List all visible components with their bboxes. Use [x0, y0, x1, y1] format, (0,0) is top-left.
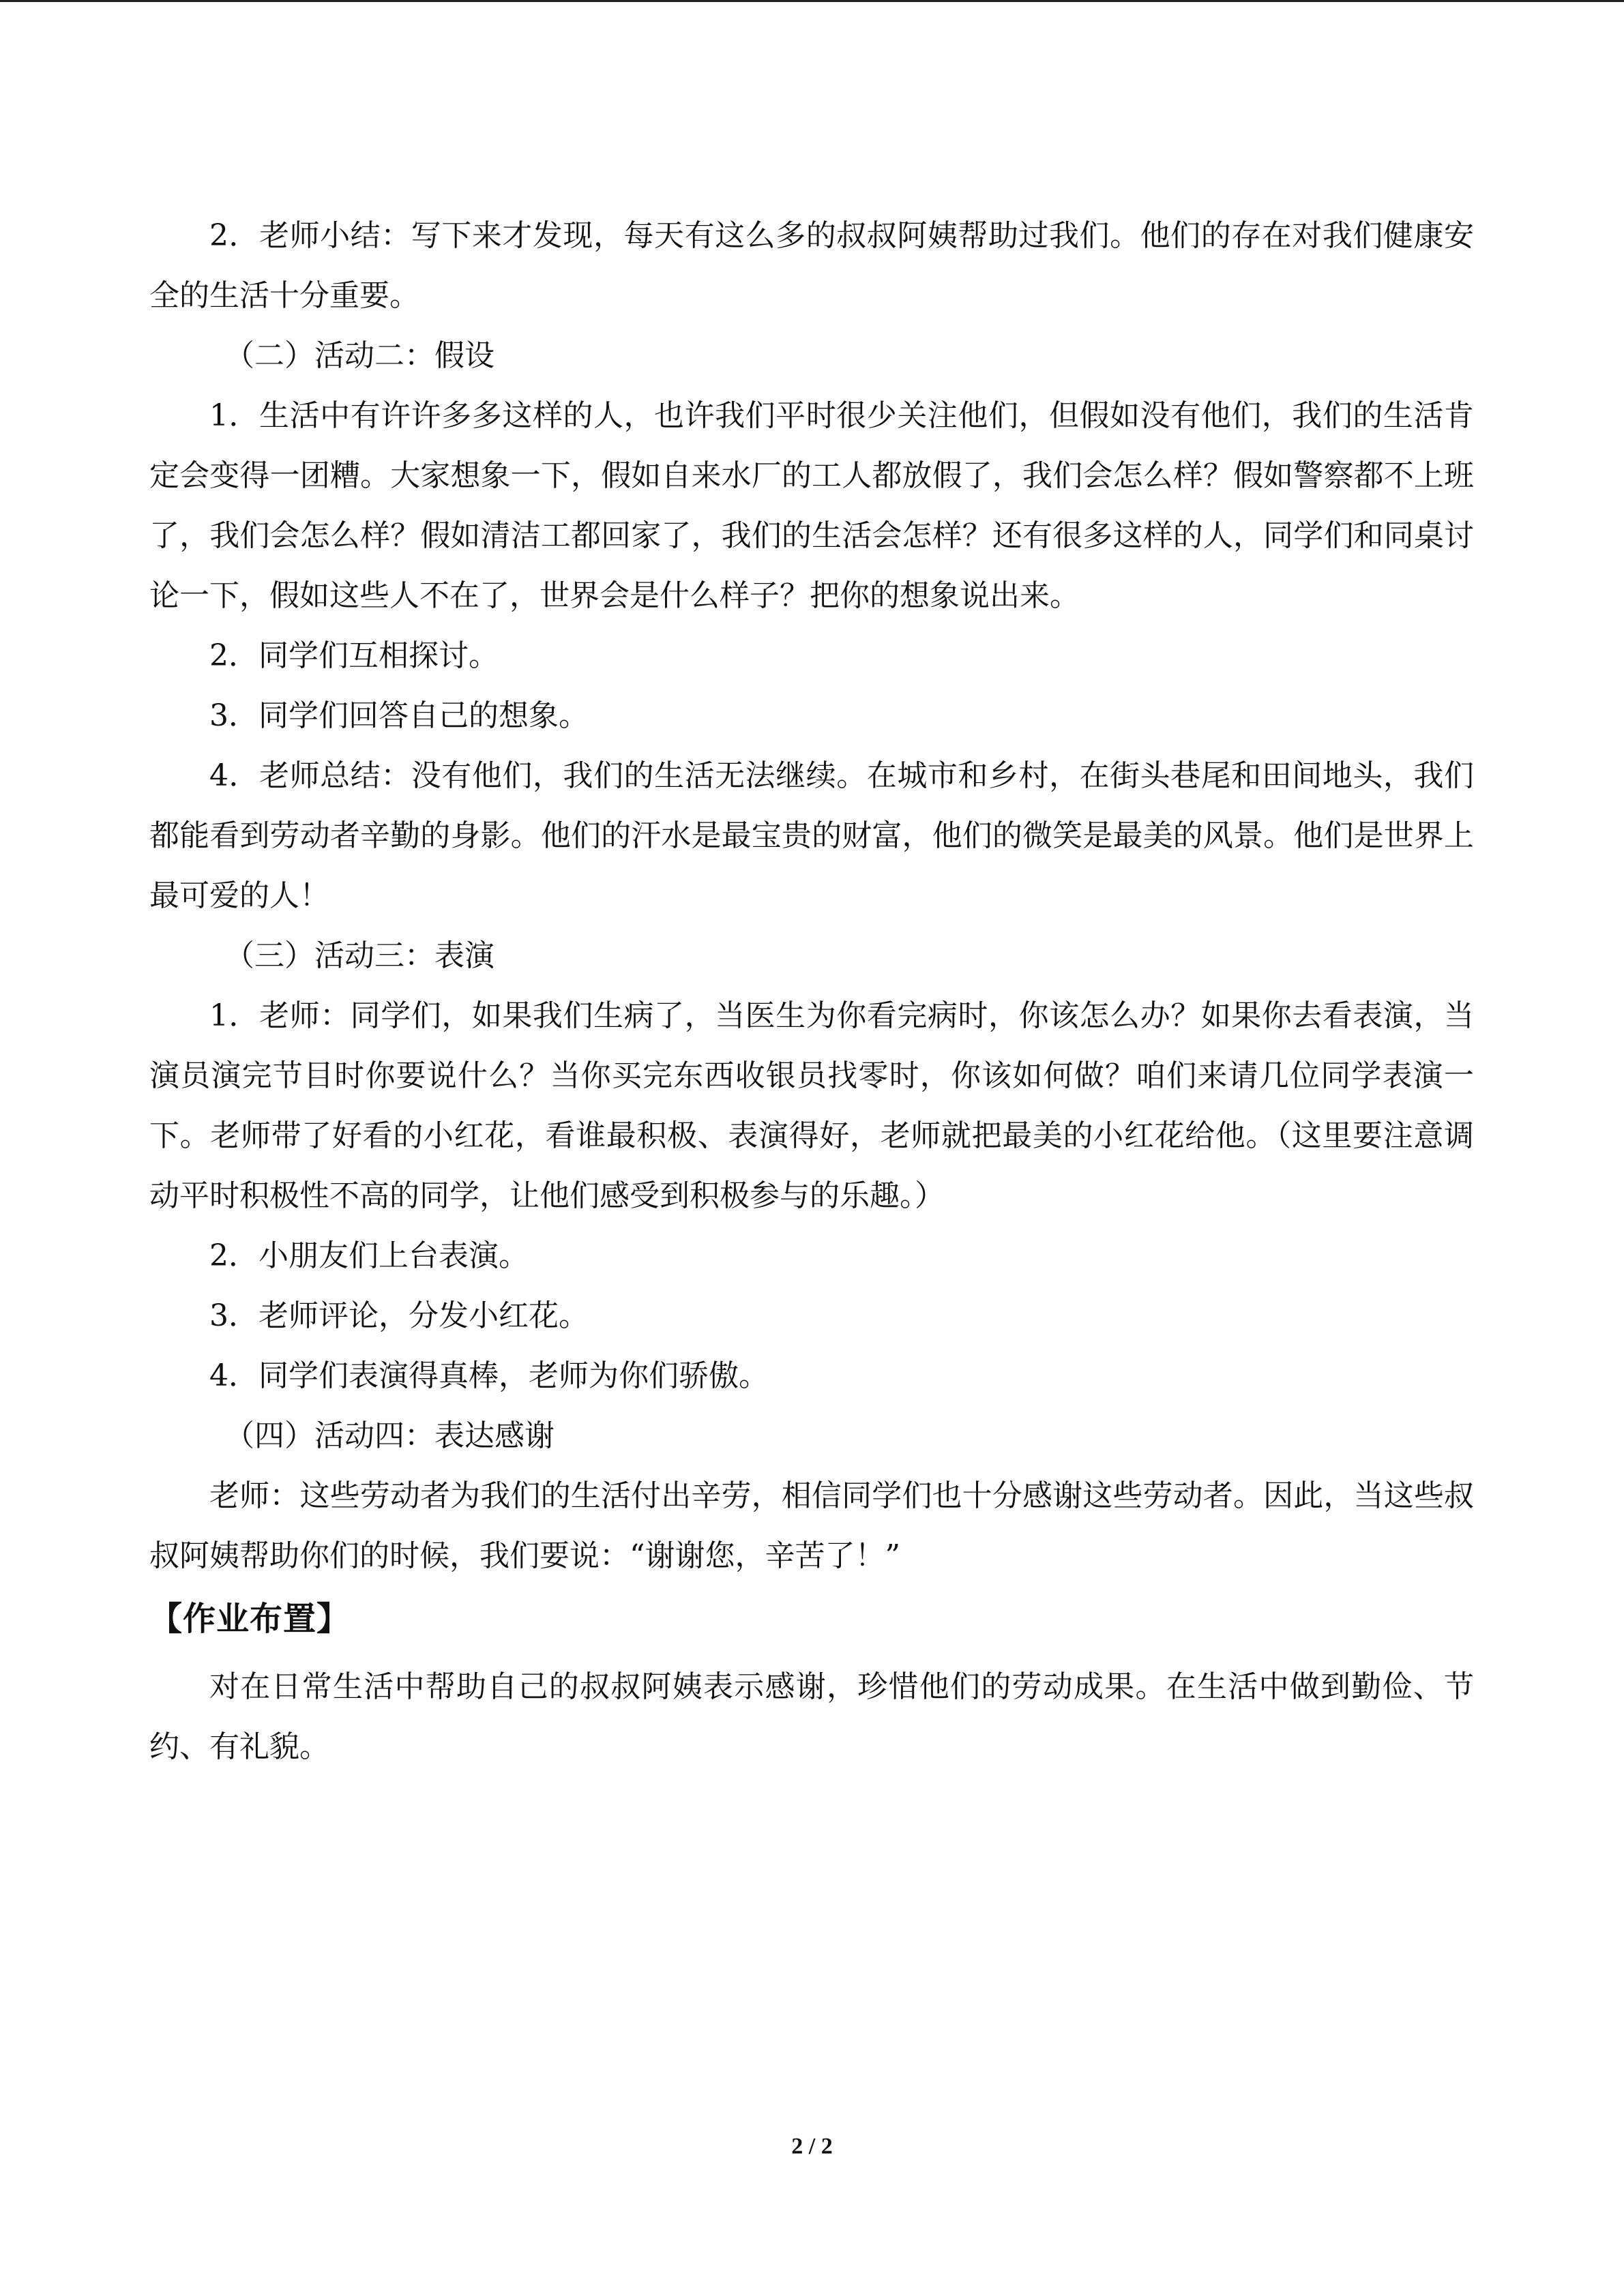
paragraph-activity-4-body: 老师：这些劳动者为我们的生活付出辛劳，相信同学们也十分感谢这些劳动者。因此，当这些叔叔阿姨帮助你们的时候，我们要说：“谢谢您，辛苦了！” [149, 1478, 1474, 1573]
activity-2-heading: （二）活动二：假设 [224, 338, 494, 373]
top-border-line [0, 0, 1624, 2]
homework-section-heading: 【作业布置】 [149, 1600, 351, 1638]
paragraph-activity-2-step-4: 4．老师总结：没有他们，我们的生活无法继续。在城市和乡村，在街头巷尾和田间地头，我们都能看到劳动者辛勤的身影。他们的汗水是最宝贵的财富，他们的微笑是最美的风景。他们是世界上最可爱的人！ [149, 758, 1474, 913]
paragraph-activity-2-step-1: 1．生活中有许许多多这样的人，也许我们平时很少关注他们，但假如没有他们，我们的生活肯定会变得一团糟。大家想象一下，假如自来水厂的工人都放假了，我们会怎么样？假如警察都不上班了，我们会怎么样？假如清洁工都回家了，我们的生活会怎样？还有很多这样的人，同学们和同桌讨论一下，假如这些人不在了，世界会是什么样子？把你的想象说出来。 [149, 398, 1474, 613]
paragraph-activity-2-step-3: 3．同学们回答自己的想象。 [209, 698, 589, 733]
page-number: 2 / 2 [791, 2134, 833, 2159]
paragraph-activity-2-step-2: 2．同学们互相探讨。 [209, 638, 499, 673]
paragraph-summary-1: 2．老师小结：写下来才发现，每天有这么多的叔叔阿姨帮助过我们。他们的存在对我们健康安全的生活十分重要。 [149, 218, 1474, 313]
activity-3-heading: （三）活动三：表演 [224, 938, 494, 973]
paragraph-homework: 对在日常生活中帮助自己的叔叔阿姨表示感谢，珍惜他们的劳动成果。在生活中做到勤俭、节约、有礼貌。 [149, 1669, 1474, 1764]
activity-4-heading: （四）活动四：表达感谢 [224, 1418, 555, 1453]
paragraph-activity-3-step-1: 1．老师：同学们，如果我们生病了，当医生为你看完病时，你该怎么办？如果你去看表演，当演员演完节目时你要说什么？当你买完东西收银员找零时，你该如何做？咱们来请几位同学表演一下。老师带了好看的小红花，看谁最积极、表演得好，老师就把最美的小红花给他。（这里要注意调动平时积极性不高的同学，让他们感受到积极参与的乐趣。） [149, 998, 1474, 1213]
paragraph-activity-3-step-3: 3．老师评论，分发小红花。 [209, 1298, 589, 1333]
document-page [149, 206, 1474, 1777]
paragraph-activity-3-step-4: 4．同学们表演得真棒，老师为你们骄傲。 [209, 1358, 769, 1393]
paragraph-activity-3-step-2: 2．小朋友们上台表演。 [209, 1238, 529, 1273]
